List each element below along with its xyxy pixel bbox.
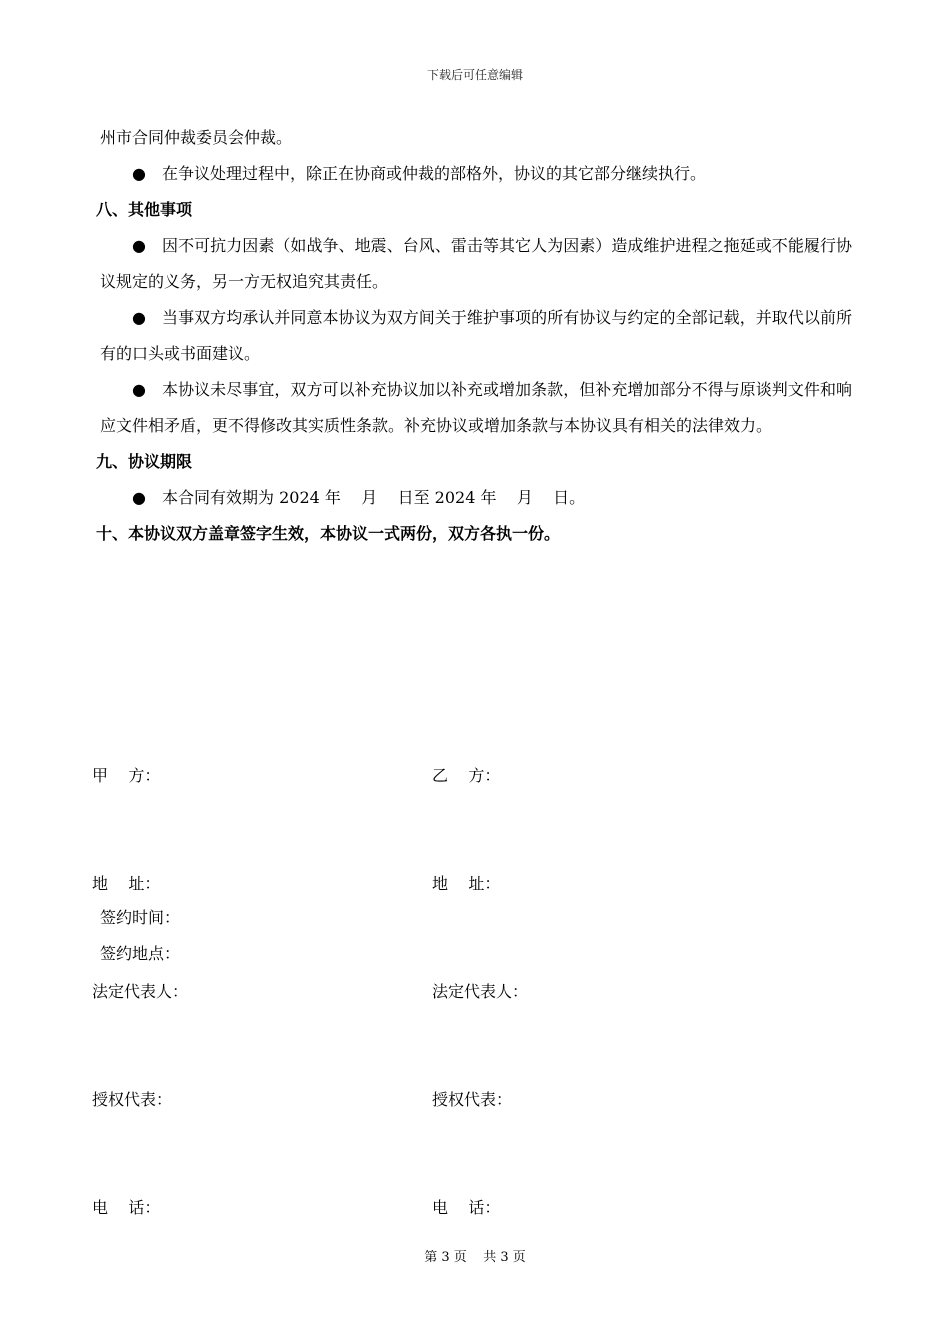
bullet-paragraph-7: ● 本合同有效期为 2024 年 月 日至 2024 年 月 日。 xyxy=(100,480,852,516)
sign-row xyxy=(92,974,812,1010)
signing-time-label: 签约时间： xyxy=(100,908,181,927)
party-a-name-label: 甲 方： xyxy=(92,766,161,785)
bullet-paragraph-3: ● 因不可抗力因素（如战争、地震、台风、雷击等其它人为因素）造成维护进程之拖延或不能履行协议规定的义务，另一方无权追究其责任。 xyxy=(100,228,852,300)
signing-info xyxy=(100,900,180,972)
bullet-paragraph-4: ● 当事双方均承认并同意本协议为双方间关于维护事项的所有协议与约定的全部记载，并取代以前所有的口头或书面建议。 xyxy=(100,300,852,372)
section-heading-10: 十、本协议双方盖章签字生效，本协议一式两份，双方各执一份。 xyxy=(96,524,561,543)
party-b-name-label: 乙 方： xyxy=(432,766,501,785)
sign-row xyxy=(92,1082,812,1118)
signing-place-label: 签约地点： xyxy=(100,944,181,963)
bullet-paragraph-5: ● 本协议未尽事宜，双方可以补充协议加以补充或增加条款，但补充增加部分不得与原谈判文件和响应文件相矛盾，更不得修改其实质性条款。补充协议或增加条款与本协议具有相关的法律效力。 xyxy=(100,372,852,444)
section-heading-8: 八、其他事项 xyxy=(96,200,193,219)
party-b-authorized-rep-label: 授权代表： xyxy=(432,1090,513,1109)
bullet-paragraph-1: ● 在争议处理过程中，除正在协商或仲裁的部格外，协议的其它部分继续执行。 xyxy=(100,156,852,192)
party-b-phone-label: 电 话： xyxy=(432,1198,501,1217)
party-b-legal-rep-label: 法定代表人： xyxy=(432,982,529,1001)
section-heading-9: 九、协议期限 xyxy=(96,452,193,471)
sign-row xyxy=(92,758,812,794)
bullet-icon: ● xyxy=(132,488,146,507)
bullet-icon: ● xyxy=(132,164,146,183)
page-footer: 第 3 页 共 3 页 xyxy=(424,1250,526,1265)
signature-block xyxy=(92,686,812,1262)
party-a-authorized-rep-label: 授权代表： xyxy=(92,1090,173,1109)
document-body xyxy=(96,120,852,552)
bullet-icon: ● xyxy=(132,380,146,399)
bullet-icon: ● xyxy=(132,308,146,327)
sign-row xyxy=(92,866,812,902)
sign-row xyxy=(92,1190,812,1226)
party-a-address-label: 地 址： xyxy=(92,874,161,893)
paragraph-0: 州市合同仲裁委员会仲裁。 xyxy=(100,128,293,147)
header-note: 下载后可任意编辑 xyxy=(426,68,523,82)
bullet-icon: ● xyxy=(132,236,146,255)
party-a-legal-rep-label: 法定代表人： xyxy=(92,982,189,1001)
party-a-phone-label: 电 话： xyxy=(92,1198,161,1217)
party-b-address-label: 地 址： xyxy=(432,874,501,893)
